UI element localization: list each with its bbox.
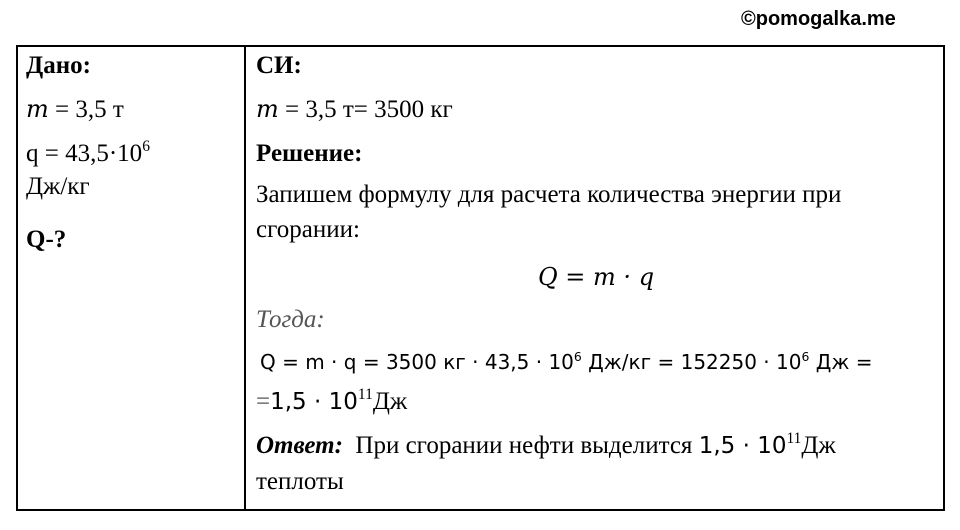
calc-line1-end: Дж = xyxy=(809,350,873,374)
answer-value: 1,5 · 10 xyxy=(698,433,787,459)
calc-line2-prefix: = xyxy=(256,388,271,415)
si-mass xyxy=(256,94,453,125)
si-mass-var: m xyxy=(256,95,279,123)
watermark: ©pomogalka.me xyxy=(741,8,896,30)
answer-label: Ответ: xyxy=(256,432,343,459)
then-label: Тогда: xyxy=(256,306,325,333)
calc-line2-exp: 11 xyxy=(357,385,373,403)
given-mass-value: = 3,5 т xyxy=(55,96,124,123)
given-q xyxy=(26,139,150,169)
answer-line2: теплоты xyxy=(256,468,344,495)
calc-line2-main: 1,5 · 10 xyxy=(270,389,358,415)
solution-heading: Решение: xyxy=(256,140,363,167)
given-q-unit: Дж/кг xyxy=(26,173,90,200)
main-formula: Q = m · q xyxy=(538,263,655,291)
calc-line1 xyxy=(260,347,872,377)
solution-table xyxy=(16,45,945,511)
answer-text: При сгорании нефти выделится xyxy=(355,432,693,459)
given-find: Q-? xyxy=(26,226,67,253)
given-q-exponent: 6 xyxy=(142,137,150,155)
given-q-value: q = 43,5·10 xyxy=(26,140,143,167)
calc-line1-exp1: 6 xyxy=(573,348,582,364)
calc-line2-unit: Дж xyxy=(372,388,408,415)
si-mass-value: = 3,5 т= 3500 кг xyxy=(285,96,453,123)
answer-exp: 11 xyxy=(786,429,802,447)
calc-line1-exp2: 6 xyxy=(801,348,810,364)
given-mass-var: m xyxy=(26,95,49,123)
solution-text-line1: Запишем формулу для расчета количества энергии при xyxy=(256,181,842,208)
calc-line1-mid: Дж/кг = 152250 · 10 xyxy=(581,350,802,374)
calc-line2 xyxy=(256,387,407,417)
column-divider xyxy=(244,47,246,509)
answer-line xyxy=(256,431,836,461)
calc-line1-main: Q = m · q = 3500 кг · 43,5 · 10 xyxy=(260,350,574,374)
answer-unit: Дж xyxy=(801,432,836,459)
given-heading: Дано: xyxy=(26,52,91,79)
solution-text-line2: сгорании: xyxy=(256,216,360,243)
si-heading: СИ: xyxy=(256,52,302,79)
given-mass xyxy=(26,94,124,125)
